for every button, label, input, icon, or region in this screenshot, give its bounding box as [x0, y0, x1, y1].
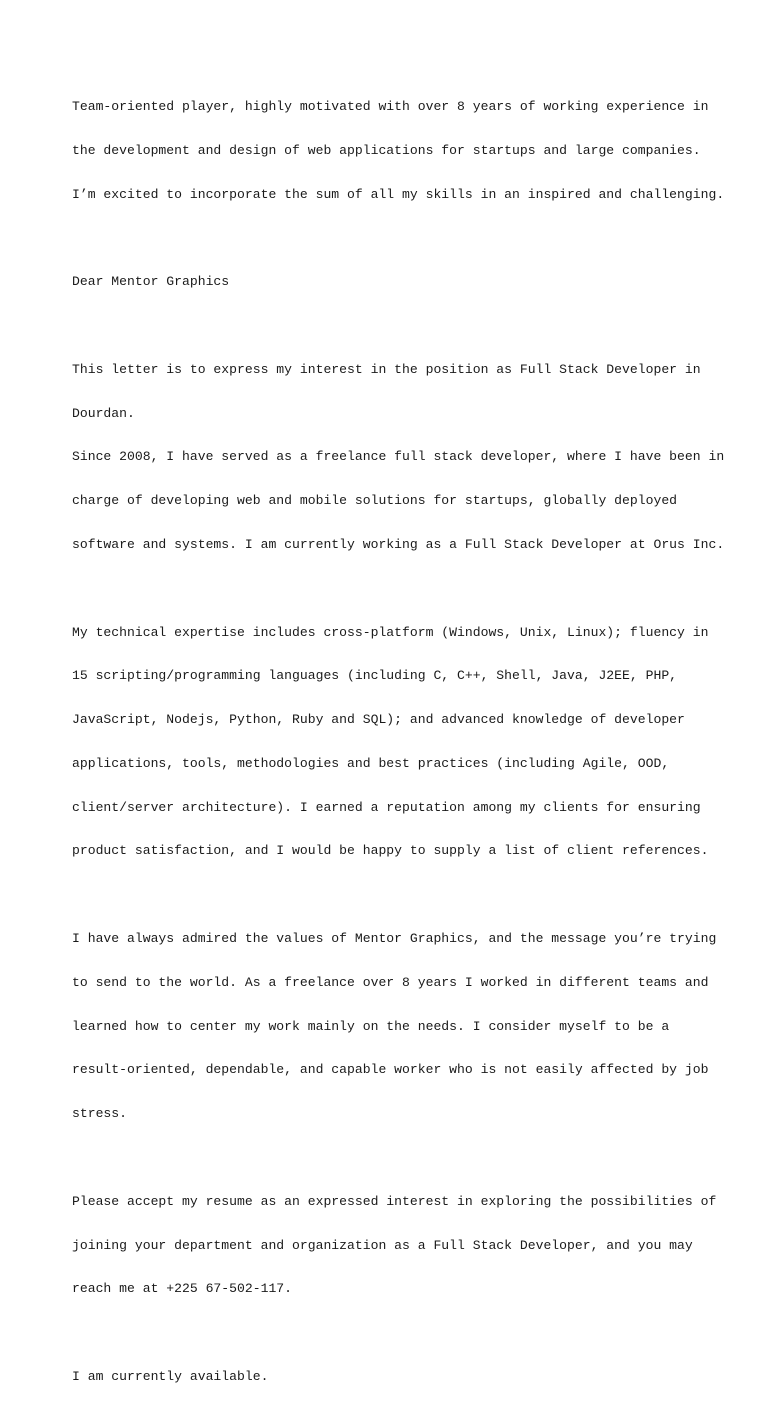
- salutation: [72, 246, 708, 319]
- values-paragraph: [72, 903, 717, 1151]
- expertise-line: 15 scripting/programming languages (including C, C++, Shell, Java, J2EE, PHP,: [72, 668, 678, 684]
- values-line: to send to the world. As a freelance over 8 years I worked in different teams and: [72, 974, 709, 990]
- intro-paragraph: [72, 71, 725, 232]
- closing-line: joining your department and organization as a Full Stack Developer, and you may: [72, 1237, 693, 1253]
- interest-line: This letter is to express my interest in the position as Full Stack Developer in: [72, 361, 701, 377]
- expertise-line: JavaScript, Nodejs, Python, Ruby and SQL); and advanced knowledge of developer: [72, 712, 685, 728]
- expertise-paragraph: [72, 596, 708, 888]
- interest-line: Dourdan.: [72, 405, 135, 421]
- salutation-line: Dear Mentor Graphics: [72, 274, 230, 290]
- expertise-line: applications, tools, methodologies and best practices (including Agile, OOD,: [72, 755, 670, 771]
- expertise-line: client/server architecture). I earned a reputation among my clients for ensuring: [72, 799, 701, 815]
- values-line: I have always admired the values of Mentor Graphics, and the message you’re trying: [72, 931, 717, 947]
- interest-line: charge of developing web and mobile solutions for startups, globally deployed: [72, 493, 678, 509]
- closing-paragraph: [72, 1166, 717, 1327]
- interest-paragraph: [72, 334, 725, 582]
- intro-line: the development and design of web applications for startups and large companies.: [72, 142, 701, 158]
- values-line: result-oriented, dependable, and capable worker who is not easily affected by job: [72, 1062, 709, 1078]
- expertise-line: product satisfaction, and I would be happy to supply a list of client references.: [72, 843, 709, 859]
- interest-line: Since 2008, I have served as a freelance full stack developer, where I have been in: [72, 449, 725, 465]
- intro-line: Team-oriented player, highly motivated with over 8 years of working experience in: [72, 99, 709, 115]
- intro-line: I’m excited to incorporate the sum of all my skills in an inspired and challenging.: [72, 186, 725, 202]
- availability-paragraph: [72, 1341, 708, 1414]
- values-line: learned how to center my work mainly on the needs. I consider myself to be a: [72, 1018, 670, 1034]
- closing-line: reach me at +225 67-502-117.: [72, 1281, 293, 1297]
- interest-line: software and systems. I am currently working as a Full Stack Developer at Orus Inc.: [72, 537, 725, 552]
- expertise-line: My technical expertise includes cross-platform (Windows, Unix, Linux); fluency in: [72, 624, 709, 640]
- values-line: stress.: [72, 1106, 128, 1122]
- availability-line: I am currently available.: [72, 1368, 269, 1384]
- closing-line: Please accept my resume as an expressed interest in exploring the possibilities of: [72, 1193, 717, 1209]
